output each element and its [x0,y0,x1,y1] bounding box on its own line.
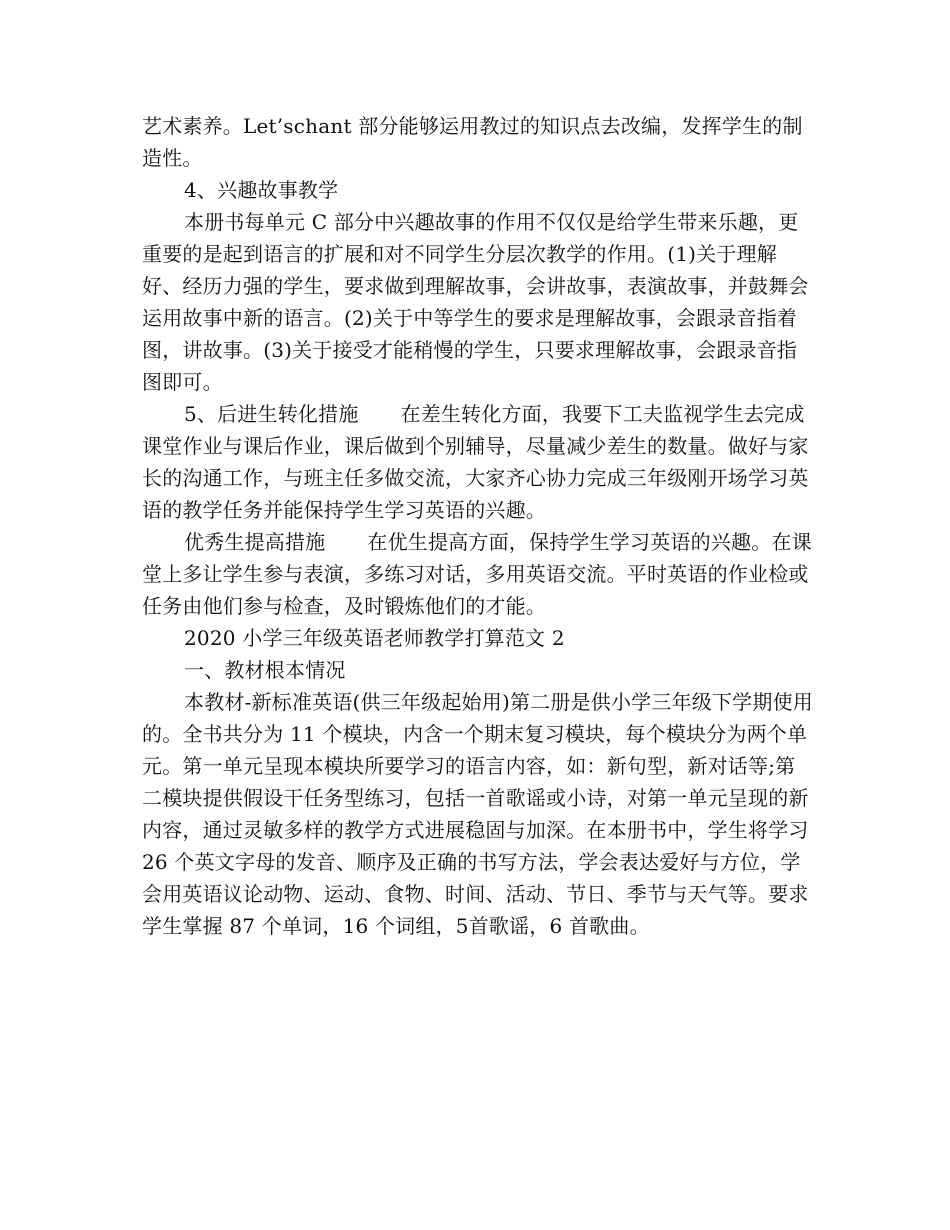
heading-textbook-situation: 一、教材根本情况 [184,658,346,682]
heading-interest-story-teaching: 4、兴趣故事教学 [184,178,339,202]
paragraph-art-literacy: 艺术素养。Let’schant 部分能够运用教过的知识点去改编，发挥学生的制造性。 [142,114,803,170]
heading-lagging-students: 5、后进生转化措施 [184,402,359,426]
paragraph-top-students [142,526,814,622]
heading-top-students: 优秀生提高措施 [184,530,326,554]
text-lagging-students: 在差生转化方面，我要下工夫监视学生去完成课堂作业与课后作业，课后做到个别辅导，尽量减少差生的数量。做好与家长的沟通工作，与班主任多做交流，大家齐心协力完成三年级刚开场学习英语的教学任务并能保持学生学习英语的兴趣。 [142,402,809,522]
paragraph-lagging-students [142,398,814,526]
paragraph-textbook-description: 本教材-新标准英语(供三年级起始用)第二册是供小学三年级下学期使用的。全书共分为 11 个模块，内含一个期末复习模块，每个模块分为两个单元。第一单元呈现本模块所要学习的语言内容，如：新句型，新对话等;第二模块提供假设干任务型练习，包括一首歌谣或小诗，对第一单元呈现的新内容，通过灵敏多样的教学方式进展稳固与加深。在本册书中，学生将学习 26 个英文字母的发音、顺序及正确的书写方法，学会表达爱好与方位，学会用英语议论动物、运动、食物、时间、活动、节日、季节与天气等。要求学生掌握 87 个单词，16 个词组，5首歌谣，6 首歌曲。 [142,690,813,938]
section-title-plan-2: 2020 小学三年级英语老师教学打算范文 2 [184,626,565,650]
text-top-students: 在优生提高方面，保持学生学习英语的兴趣。在课堂上多让学生参与表演，多练习对话，多用英语交流。平时英语的作业检或任务由他们参与检查，及时锻炼他们的才能。 [142,530,812,618]
paragraph-interest-story: 本册书每单元 C 部分中兴趣故事的作用不仅仅是给学生带来乐趣，更重要的是起到语言的扩展和对不同学生分层次教学的作用。(1)关于理解好、经历力强的学生，要求做到理解故事，会讲故事，表演故事，并鼓舞会运用故事中新的语言。(2)关于中等学生的要求是理解故事，会跟录音指着图，讲故事。(3)关于接受才能稍慢的学生，只要求理解故事，会跟录音指图即可。 [142,210,809,394]
document-body [142,110,814,942]
